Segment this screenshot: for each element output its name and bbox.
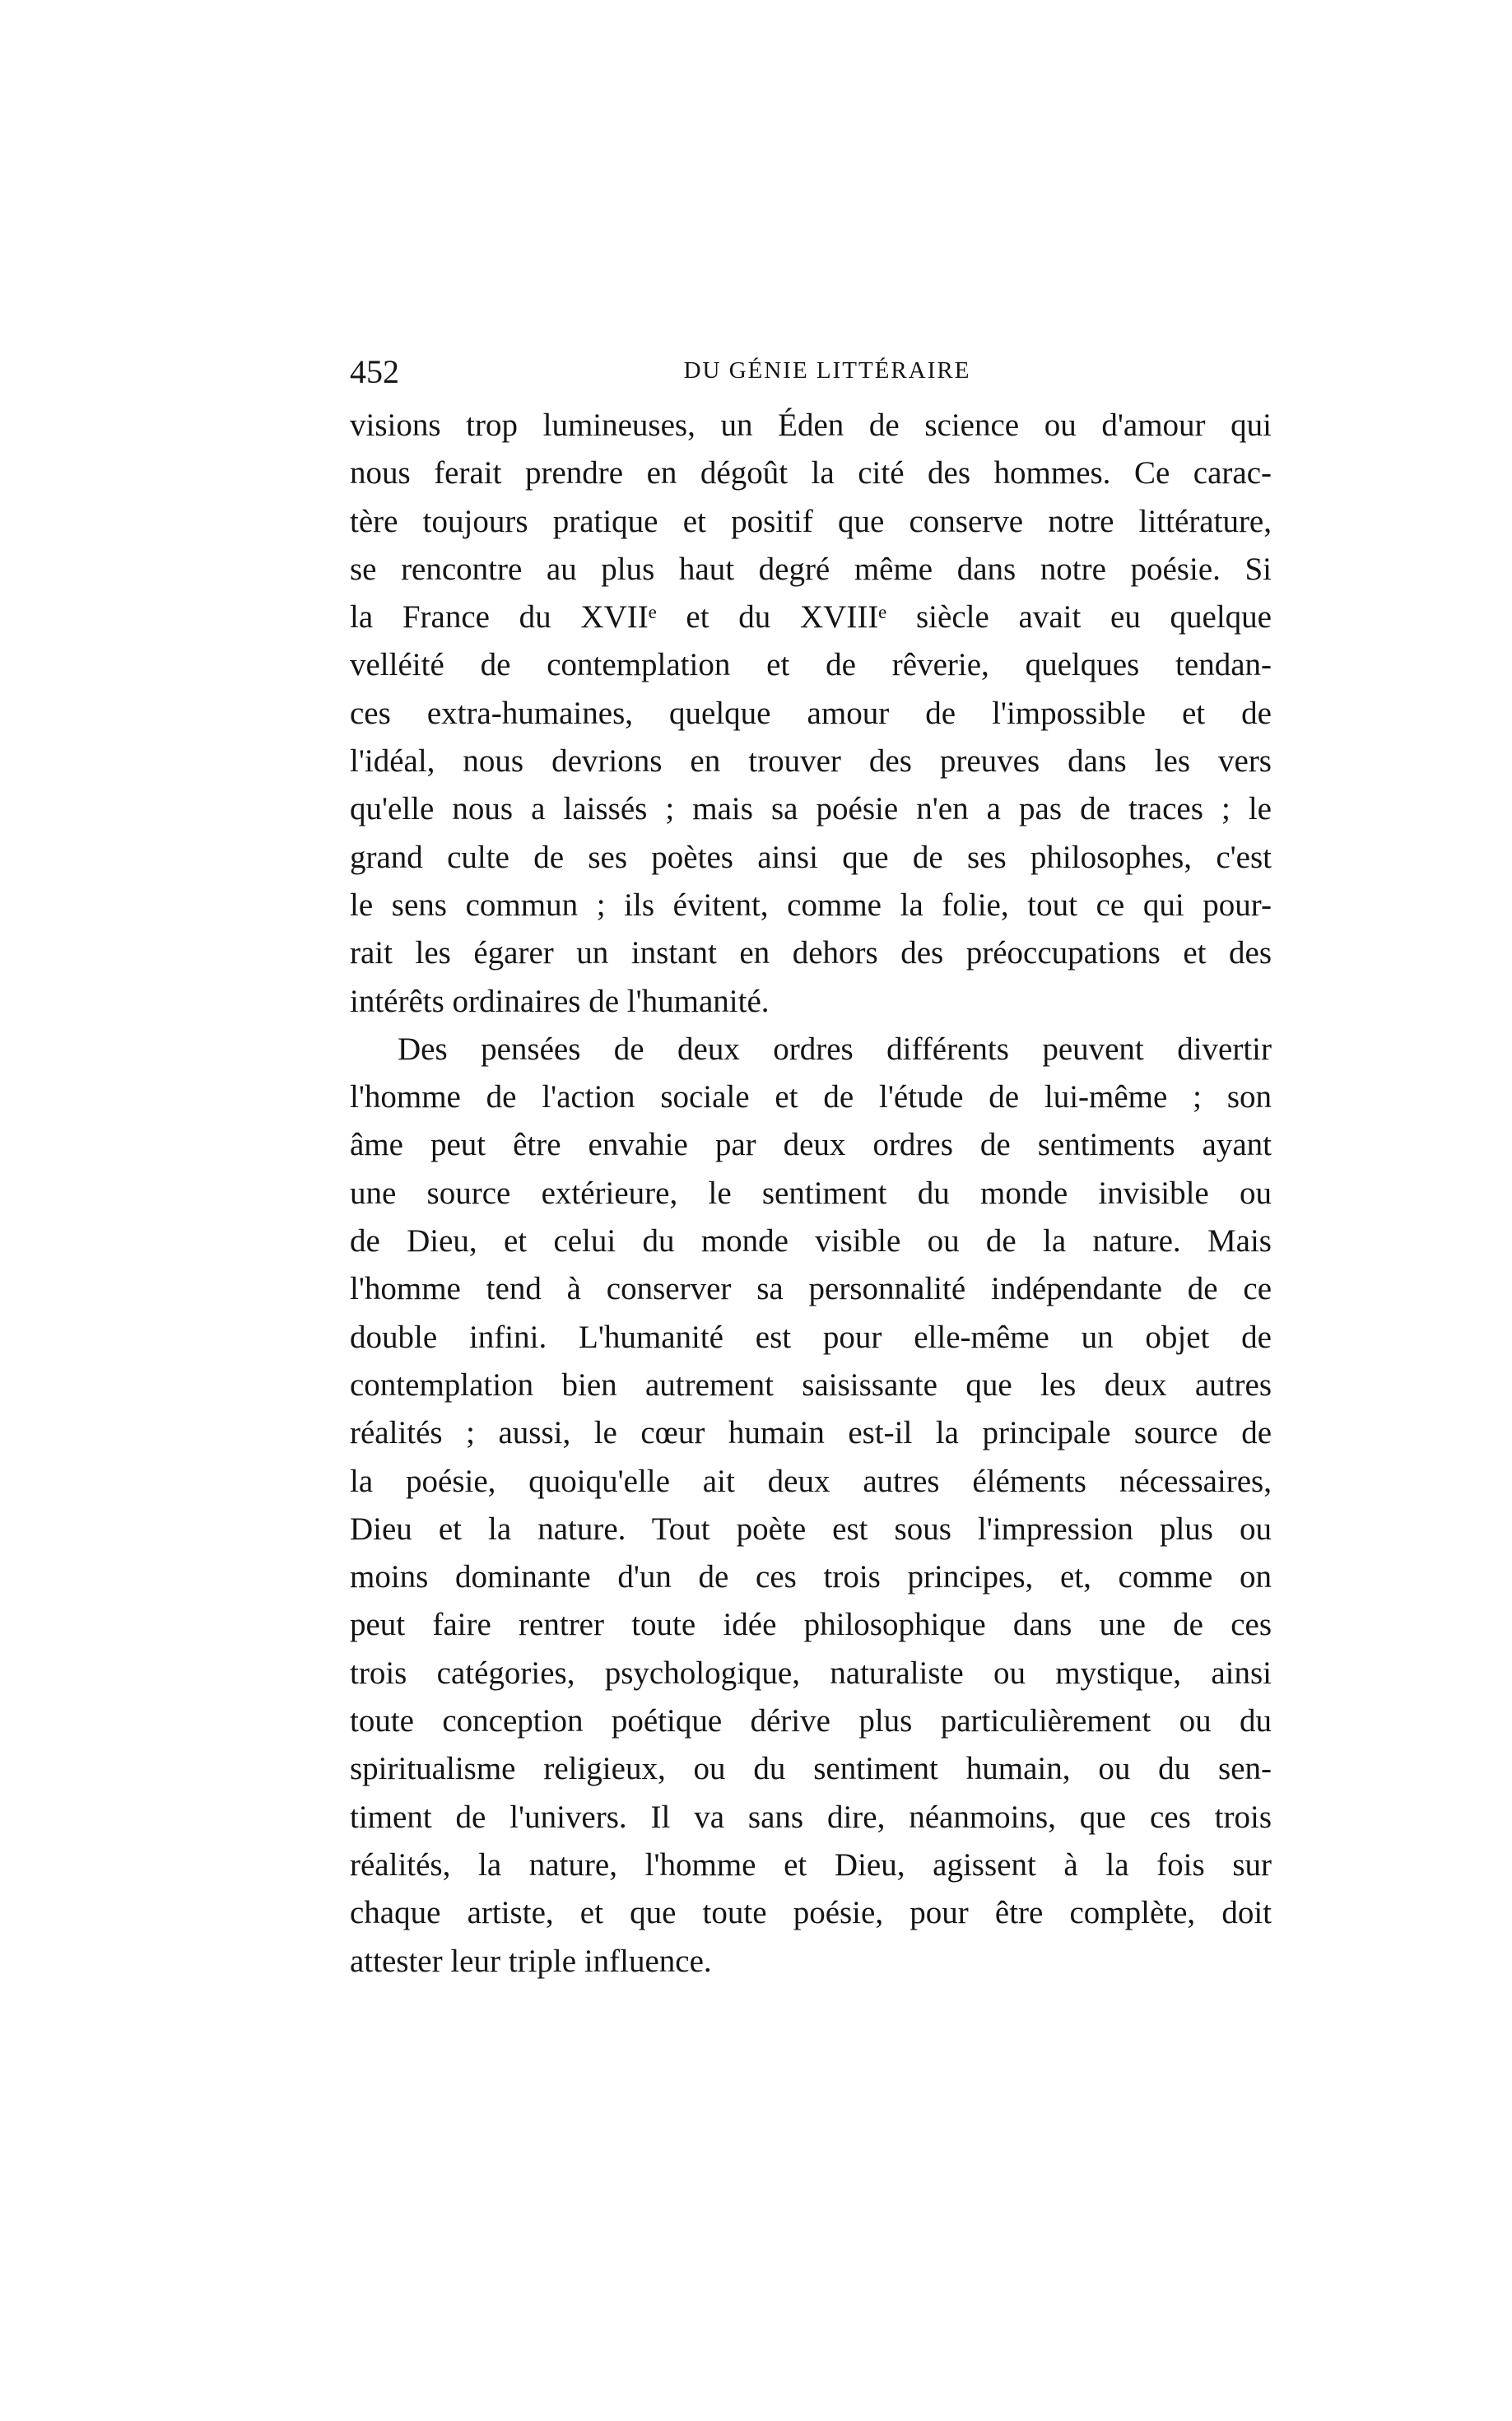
text-line: l'idéal, nous devrions en trouver des preuves dans les vers	[350, 743, 1272, 780]
text-line: rait les égarer un instant en dehors des préoccupations et des	[350, 935, 1272, 971]
text-line: qu'elle nous a laissés ; mais sa poésie n'en a pas de traces ; le	[350, 791, 1272, 827]
text-line: velléité de contemplation et de rêverie, quelques tendan-	[350, 647, 1272, 683]
text-line: grand culte de ses poètes ainsi que de ses philosophes, c'est	[350, 839, 1272, 875]
text-line: spiritualisme religieux, ou du sentiment humain, ou du sen-	[350, 1751, 1272, 1787]
text-line: se rencontre au plus haut degré même dans notre poésie. Si	[350, 551, 1272, 587]
text-line: tère toujours pratique et positif que conserve notre littérature,	[350, 503, 1272, 539]
paragraph	[350, 402, 1272, 1026]
page-header	[350, 352, 1272, 393]
text-line: réalités ; aussi, le cœur humain est-il la principale source de	[350, 1415, 1272, 1451]
text-line: la poésie, quoiqu'elle ait deux autres éléments nécessaires,	[350, 1463, 1272, 1499]
text-line: ces extra-humaines, quelque amour de l'impossible et de	[350, 695, 1272, 731]
text-line: attester leur triple influence.	[350, 1943, 712, 1979]
text-line: timent de l'univers. Il va sans dire, néanmoins, que ces trois	[350, 1799, 1272, 1835]
body-text	[350, 402, 1272, 1986]
text-line: une source extérieure, le sentiment du monde invisible ou	[350, 1175, 1272, 1211]
text-line: trois catégories, psychologique, naturaliste ou mystique, ainsi	[350, 1655, 1272, 1691]
text-line: contemplation bien autrement saisissante que les deux autres	[350, 1366, 1272, 1403]
text-line: peut faire rentrer toute idée philosophique dans une de ces	[350, 1607, 1272, 1643]
text-line: moins dominante d'un de ces trois principes, et, comme on	[350, 1559, 1272, 1595]
text-line: réalités, la nature, l'homme et Dieu, agissent à la fois sur	[350, 1846, 1272, 1883]
running-title: DU GÉNIE LITTÉRAIRE	[683, 357, 971, 384]
text-line: nous ferait prendre en dégoût la cité des hommes. Ce carac-	[350, 455, 1272, 491]
text-line: chaque artiste, et que toute poésie, pour être complète, doit	[350, 1895, 1272, 1931]
text-line: Dieu et la nature. Tout poète est sous l'impression plus ou	[350, 1511, 1272, 1547]
text-line: Des pensées de deux ordres différents peuvent divertir	[398, 1031, 1272, 1067]
page-number: 452	[350, 353, 399, 390]
text-line: l'homme de l'action sociale et de l'étude de lui-même ; son	[350, 1079, 1272, 1115]
text-line: intérêts ordinaires de l'humanité.	[350, 983, 770, 1019]
text-line: toute conception poétique dérive plus particulièrement ou du	[350, 1703, 1272, 1739]
text-line: la France du XVIIᵉ et du XVIIIᵉ siècle avait eu quelque	[350, 599, 1272, 636]
text-line: de Dieu, et celui du monde visible ou de la nature. Mais	[350, 1223, 1272, 1259]
paragraph	[350, 1026, 1272, 1986]
text-line: âme peut être envahie par deux ordres de sentiments ayant	[350, 1127, 1272, 1163]
text-line: visions trop lumineuses, un Éden de science ou d'amour qui	[350, 407, 1272, 443]
text-line: l'homme tend à conserver sa personnalité indépendante de ce	[350, 1271, 1272, 1307]
text-line: le sens commun ; ils évitent, comme la folie, tout ce qui pour-	[350, 887, 1272, 923]
text-line: double infini. L'humanité est pour elle-même un objet de	[350, 1319, 1272, 1355]
